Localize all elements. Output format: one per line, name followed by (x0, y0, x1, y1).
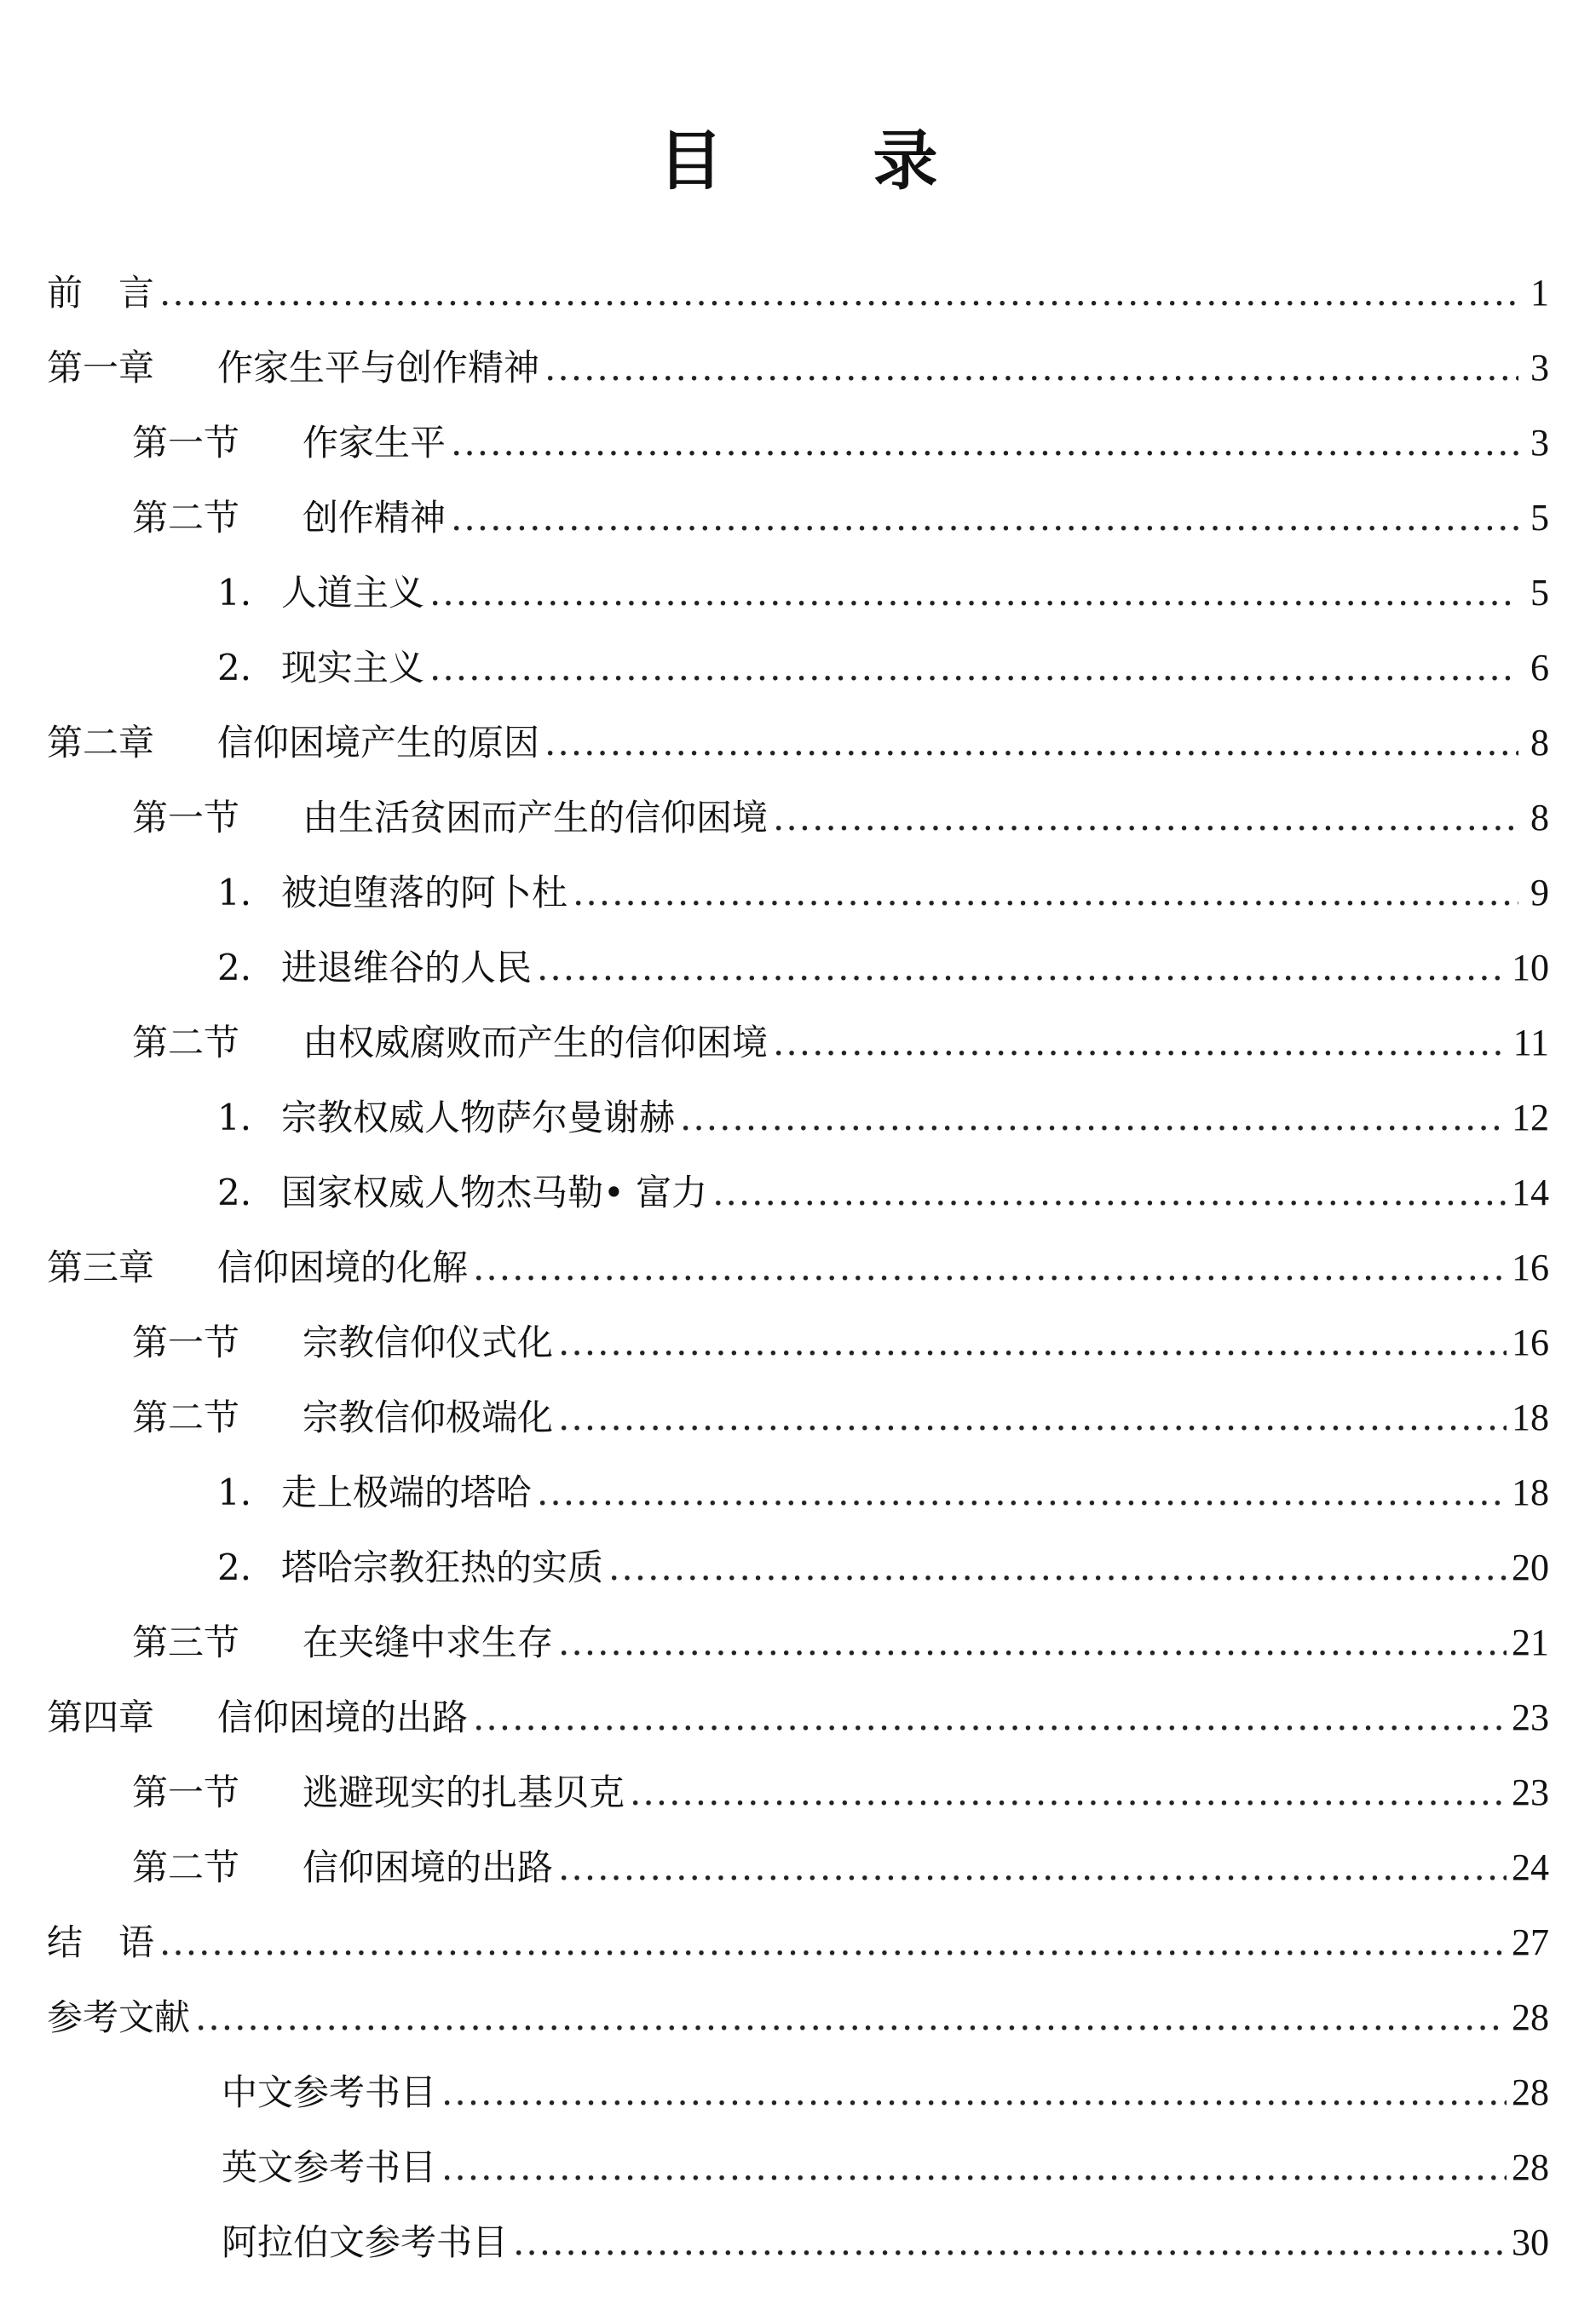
toc-entry-label: 被迫堕落的阿卜杜 (281, 872, 568, 913)
toc-entry-page-number: 23 (1512, 1696, 1549, 1738)
toc-entry-page-number: 18 (1512, 1472, 1549, 1513)
toc-entry-page-number: 9 (1530, 872, 1549, 913)
toc-entry-number: 第一节 (132, 1771, 240, 1813)
toc-entry-page-number: 3 (1530, 347, 1549, 389)
toc-entry-label: 进退维谷的人民 (281, 947, 533, 988)
dot-leader (451, 481, 1518, 556)
toc-entry (47, 406, 1549, 481)
dot-leader (773, 781, 1518, 855)
toc-entry (47, 781, 1549, 855)
toc-entry (47, 930, 1549, 1005)
toc-entry-number: 1. (217, 872, 252, 913)
toc-entry-number: 1. (217, 572, 252, 614)
toc-entry-number: 1. (217, 1097, 252, 1138)
toc-entry-label: 参考文献 (47, 1996, 191, 2038)
toc-entry-label: 信仰困境产生的原因 (217, 722, 540, 763)
toc-entry (47, 1305, 1549, 1380)
dot-leader (195, 1980, 1507, 2055)
toc-entry-number: 第二节 (132, 1397, 240, 1438)
toc-entry (47, 2205, 1549, 2280)
table-of-contents (47, 256, 1549, 2280)
toc-entry (47, 1755, 1549, 1830)
toc-entry-label: 作家生平 (302, 422, 447, 464)
dot-leader (558, 1305, 1507, 1380)
toc-entry-number: 第一节 (132, 422, 240, 464)
dot-leader (451, 406, 1518, 481)
toc-entry-page-number: 20 (1512, 1547, 1549, 1588)
toc-entry-page-number: 28 (1512, 1996, 1549, 2038)
page-title: 目 录 (658, 122, 981, 199)
dot-leader (429, 631, 1518, 706)
toc-entry-page-number: 30 (1512, 2221, 1549, 2263)
toc-entry-page-number: 18 (1512, 1397, 1549, 1438)
toc-entry-page-number: 12 (1512, 1097, 1549, 1138)
toc-entry-label: 信仰困境的化解 (217, 1247, 469, 1288)
toc-entry-number: 第一节 (132, 1322, 240, 1363)
toc-entry-label: 前 言 (47, 272, 155, 314)
dot-leader (558, 1830, 1507, 1905)
toc-entry (47, 1605, 1549, 1680)
toc-entry-number: 2. (217, 1172, 252, 1213)
toc-entry-label: 在夹缝中求生存 (302, 1622, 554, 1663)
dot-leader (473, 1680, 1507, 1755)
dot-leader (513, 2205, 1507, 2280)
toc-entry-page-number: 14 (1512, 1172, 1549, 1213)
toc-entry-number: 2. (217, 1547, 252, 1588)
dot-leader (473, 1230, 1507, 1305)
toc-entry-page-number: 28 (1512, 2071, 1549, 2113)
toc-entry-page-number: 3 (1530, 422, 1549, 464)
toc-entry (47, 481, 1549, 556)
toc-entry-number: 1. (217, 1472, 252, 1513)
toc-entry-page-number: 5 (1530, 572, 1549, 614)
toc-entry-number: 第二节 (132, 1022, 240, 1063)
toc-entry-label: 中文参考书目 (222, 2071, 437, 2113)
dot-leader (537, 1455, 1507, 1530)
toc-entry-page-number: 23 (1512, 1771, 1549, 1813)
toc-entry-label: 作家生平与创作精神 (217, 347, 540, 389)
dot-leader (537, 930, 1507, 1005)
toc-entry-page-number: 6 (1530, 647, 1549, 688)
toc-entry-number: 2. (217, 947, 252, 988)
toc-entry-page-number: 24 (1512, 1846, 1549, 1888)
toc-entry-label: 宗教信仰极端化 (302, 1397, 554, 1438)
toc-entry (47, 1830, 1549, 1905)
toc-entry (47, 2055, 1549, 2130)
dot-leader (773, 1005, 1508, 1080)
dot-leader (544, 706, 1518, 781)
toc-entry (47, 2130, 1549, 2205)
dot-leader (159, 256, 1518, 331)
toc-entry-page-number: 27 (1512, 1921, 1549, 1963)
dot-leader (712, 1155, 1507, 1230)
dot-leader (573, 855, 1518, 930)
dot-leader (159, 1905, 1507, 1980)
toc-entry-number: 第一章 (47, 347, 155, 389)
toc-entry-number: 2. (217, 647, 252, 688)
toc-entry-number: 第二节 (132, 497, 240, 539)
toc-entry-label: 宗教信仰仪式化 (302, 1322, 554, 1363)
toc-entry-label: 走上极端的塔哈 (281, 1472, 533, 1513)
toc-entry-page-number: 28 (1512, 2146, 1549, 2188)
toc-entry-page-number: 11 (1512, 1022, 1549, 1063)
toc-entry-label: 逃避现实的扎基贝克 (302, 1771, 625, 1813)
toc-entry (47, 1005, 1549, 1080)
toc-entry-page-number: 21 (1512, 1622, 1549, 1663)
toc-entry-label: 由权威腐败而产生的信仰困境 (302, 1022, 769, 1063)
toc-entry (47, 855, 1549, 930)
toc-entry-label: 人道主义 (281, 572, 425, 614)
toc-entry-number: 第二节 (132, 1846, 240, 1888)
toc-entry (47, 1680, 1549, 1755)
toc-entry-number: 第三节 (132, 1622, 240, 1663)
toc-entry (47, 631, 1549, 706)
dot-leader (608, 1530, 1507, 1605)
toc-entry (47, 1155, 1549, 1230)
toc-entry (47, 256, 1549, 331)
dot-leader (558, 1380, 1507, 1455)
toc-entry (47, 331, 1549, 406)
toc-entry-label: 国家权威人物杰马勒• 富力 (281, 1172, 708, 1213)
toc-entry-label: 宗教权威人物萨尔曼谢赫 (281, 1097, 676, 1138)
dot-leader (630, 1755, 1507, 1830)
toc-entry (47, 706, 1549, 781)
toc-entry-label: 信仰困境的出路 (217, 1696, 469, 1738)
toc-entry (47, 1905, 1549, 1980)
toc-entry-label: 信仰困境的出路 (302, 1846, 554, 1888)
toc-entry-page-number: 10 (1512, 947, 1549, 988)
dot-leader (680, 1080, 1507, 1155)
toc-entry-label: 创作精神 (302, 497, 447, 539)
toc-entry-label: 由生活贫困而产生的信仰困境 (302, 797, 769, 838)
dot-leader (558, 1605, 1507, 1680)
toc-entry-page-number: 8 (1530, 797, 1549, 838)
toc-entry (47, 1455, 1549, 1530)
dot-leader (441, 2130, 1507, 2205)
toc-entry (47, 1080, 1549, 1155)
toc-entry-page-number: 16 (1512, 1247, 1549, 1288)
dot-leader (441, 2055, 1507, 2130)
toc-entry-page-number: 1 (1530, 272, 1549, 314)
toc-entry-page-number: 5 (1530, 497, 1549, 539)
toc-entry-number: 第二章 (47, 722, 155, 763)
dot-leader (429, 556, 1518, 631)
toc-entry-label: 现实主义 (281, 647, 425, 688)
toc-entry-number: 第一节 (132, 797, 240, 838)
toc-entry-label: 英文参考书目 (222, 2146, 437, 2188)
toc-entry (47, 556, 1549, 631)
toc-entry-number: 第四章 (47, 1696, 155, 1738)
dot-leader (544, 331, 1518, 406)
toc-entry (47, 1980, 1549, 2055)
toc-entry-page-number: 8 (1530, 722, 1549, 763)
toc-entry (47, 1230, 1549, 1305)
toc-entry-number: 第三章 (47, 1247, 155, 1288)
toc-entry (47, 1380, 1549, 1455)
toc-entry-label: 结 语 (47, 1921, 155, 1963)
toc-entry-label: 塔哈宗教狂热的实质 (281, 1547, 604, 1588)
toc-entry-label: 阿拉伯文参考书目 (222, 2221, 509, 2263)
toc-entry-page-number: 16 (1512, 1322, 1549, 1363)
toc-entry (47, 1530, 1549, 1605)
